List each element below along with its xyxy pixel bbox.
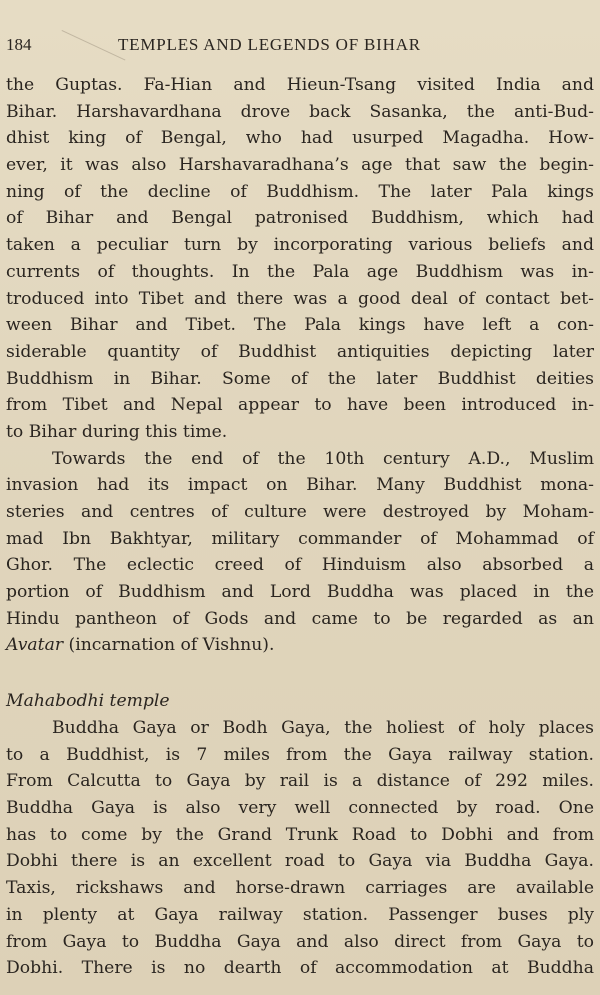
text-line: from Gaya to Buddha Gaya and also direct from Gaya to: [6, 931, 594, 952]
text-line: [6, 632, 594, 659]
text-line: from Tibet and Nepal appear to have been introduced in-: [6, 395, 594, 416]
italic-term: Avatar: [6, 635, 64, 656]
text-line: Bihar. Harshavardhana drove back Sasanka, the anti-Bud-: [6, 101, 594, 122]
text-line: Taxis, rickshaws and horse-drawn carriages are available: [6, 878, 594, 899]
text-line: of Bihar and Bengal patronised Buddhism, which had: [6, 208, 594, 229]
text-line: dhist king of Bengal, who had usurped Magadha. How-: [6, 128, 594, 149]
page-header: [6, 30, 594, 60]
text-line-rest: (incarnation of Vishnu).: [63, 635, 275, 656]
text-line: Dobhi there is an excellent road to Gaya via Buddha Gaya.: [6, 851, 594, 872]
text-line: Ghor. The eclectic creed of Hinduism also absorbed a: [6, 555, 594, 576]
text-line: portion of Buddhism and Lord Buddha was placed in the: [6, 582, 594, 603]
text-line: ning of the decline of Buddhism. The later Pala kings: [6, 181, 594, 202]
text-line: currents of thoughts. In the Pala age Buddhism was in-: [6, 261, 594, 282]
paragraph-guptas-pala: [6, 72, 594, 659]
paragraph-buddha-gaya: [6, 715, 594, 982]
section-heading: Mahabodhi temple: [6, 691, 170, 711]
text-line: has to come by the Grand Trunk Road to Dobhi and from: [6, 824, 594, 845]
text-line: Buddha Gaya or Bodh Gaya, the holiest of holy places: [52, 718, 594, 738]
text-line: in plenty at Gaya railway station. Passenger buses ply: [6, 904, 594, 925]
text-line: invasion had its impact on Bihar. Many Buddhist mona-: [6, 475, 594, 496]
text-line: taken a peculiar turn by incorporating various beliefs and: [6, 235, 594, 256]
page-number: 184: [6, 35, 32, 54]
text-line: siderable quantity of Buddhist antiquities depicting later: [6, 341, 594, 362]
running-title: TEMPLES AND LEGENDS OF BIHAR: [118, 35, 421, 54]
text-line: the Guptas. Fa-Hian and Hieun-Tsang visited India and: [6, 75, 594, 95]
text-line: to a Buddhist, is 7 miles from the Gaya railway station.: [6, 744, 594, 765]
text-line: Buddhism in Bihar. Some of the later Buddhist deities: [6, 368, 594, 389]
text-line: ever, it was also Harshavaradhana’s age that saw the begin-: [6, 155, 594, 176]
text-line: Buddha Gaya is also very well connected by road. One: [6, 798, 594, 819]
text-line: Hindu pantheon of Gods and came to be regarded as an: [6, 608, 594, 629]
text-line: to Bihar during this time.: [6, 421, 228, 442]
text-line: Towards the end of the 10th century A.D., Muslim: [52, 448, 594, 469]
text-line: mad Ibn Bakhtyar, military commander of Mohammad of: [6, 528, 594, 549]
text-line: ween Bihar and Tibet. The Pala kings have left a con-: [6, 315, 594, 336]
text-line: Dobhi. There is no dearth of accommodation at Buddha: [6, 958, 594, 979]
text-line: From Calcutta to Gaya by rail is a distance of 292 miles.: [6, 771, 594, 792]
text-line: steries and centres of culture were destroyed by Moham-: [6, 502, 594, 522]
text-line: troduced into Tibet and there was a good deal of contact bet-: [6, 288, 594, 309]
